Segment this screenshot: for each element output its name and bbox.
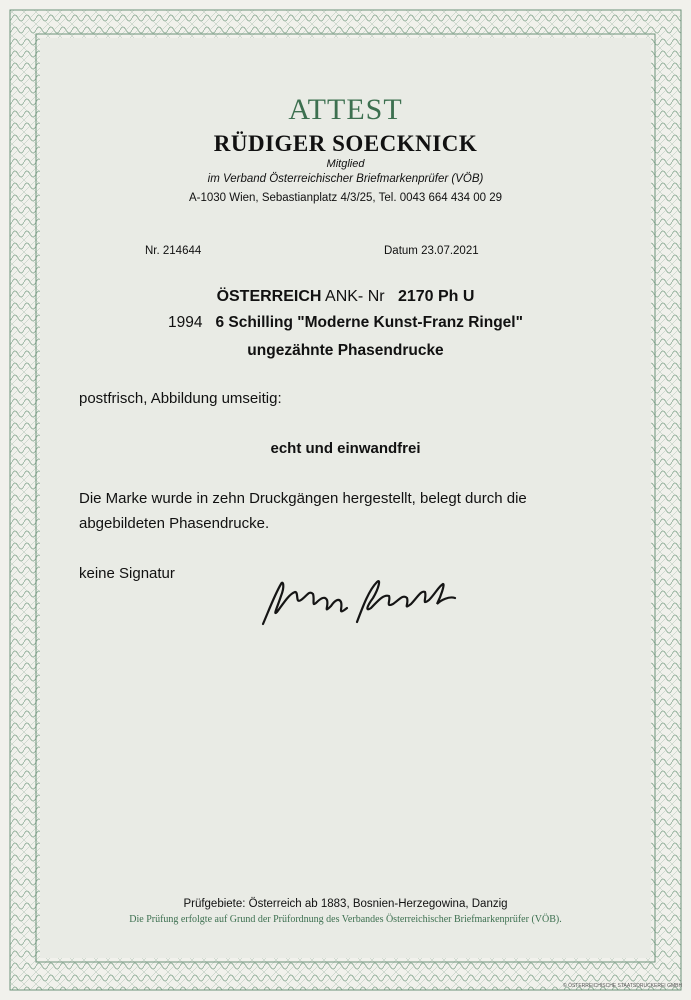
stamp-country: ÖSTERREICH <box>216 288 322 305</box>
examination-regulation: Die Prüfung erfolgte auf Grund der Prüfordnung des Verbandes Österreichischer Briefmarkenprüfer (VÖB). <box>129 914 562 925</box>
examiner-role: Mitglied <box>326 158 365 170</box>
note-line-2: abgebildeten Phasendrucke. <box>79 515 270 532</box>
note-line-1: Die Marke wurde in zehn Druckgängen hergestellt, belegt durch die <box>79 490 527 507</box>
catalog-label: ANK- Nr <box>325 288 385 305</box>
examiner-name: RÜDIGER SOECKNICK <box>213 131 478 156</box>
stamp-description-line <box>0 314 691 332</box>
certificate-heading: ATTEST <box>288 93 403 126</box>
certificate-number: Nr. 214644 <box>145 245 202 257</box>
signature-note: keine Signatur <box>79 565 175 582</box>
examiner-address: A-1030 Wien, Sebastianplatz 4/3/25, Tel. 0043 664 434 00 29 <box>188 192 503 204</box>
catalog-number: 2170 Ph U <box>397 288 475 305</box>
stamp-variant: ungezähnte Phasendrucke <box>247 342 444 359</box>
certificate-date: Datum 23.07.2021 <box>384 245 479 257</box>
stamp-description: 6 Schilling "Moderne Kunst-Franz Ringel" <box>215 314 523 331</box>
printer-imprint: © ÖSTERREICHISCHE STAATSDRUCKEREI GMBH <box>563 983 683 989</box>
examination-areas: Prüfgebiete: Österreich ab 1883, Bosnien-Herzegowina, Danzig <box>183 898 508 910</box>
condition-text: postfrisch, Abbildung umseitig: <box>79 390 282 407</box>
examiner-signature <box>255 572 470 632</box>
verdict-text: echt und einwandfrei <box>270 440 421 457</box>
examiner-association: im Verband Österreichischer Briefmarkenprüfer (VÖB) <box>207 173 484 185</box>
stamp-catalog-line <box>0 288 691 306</box>
stamp-year: 1994 <box>168 314 203 331</box>
